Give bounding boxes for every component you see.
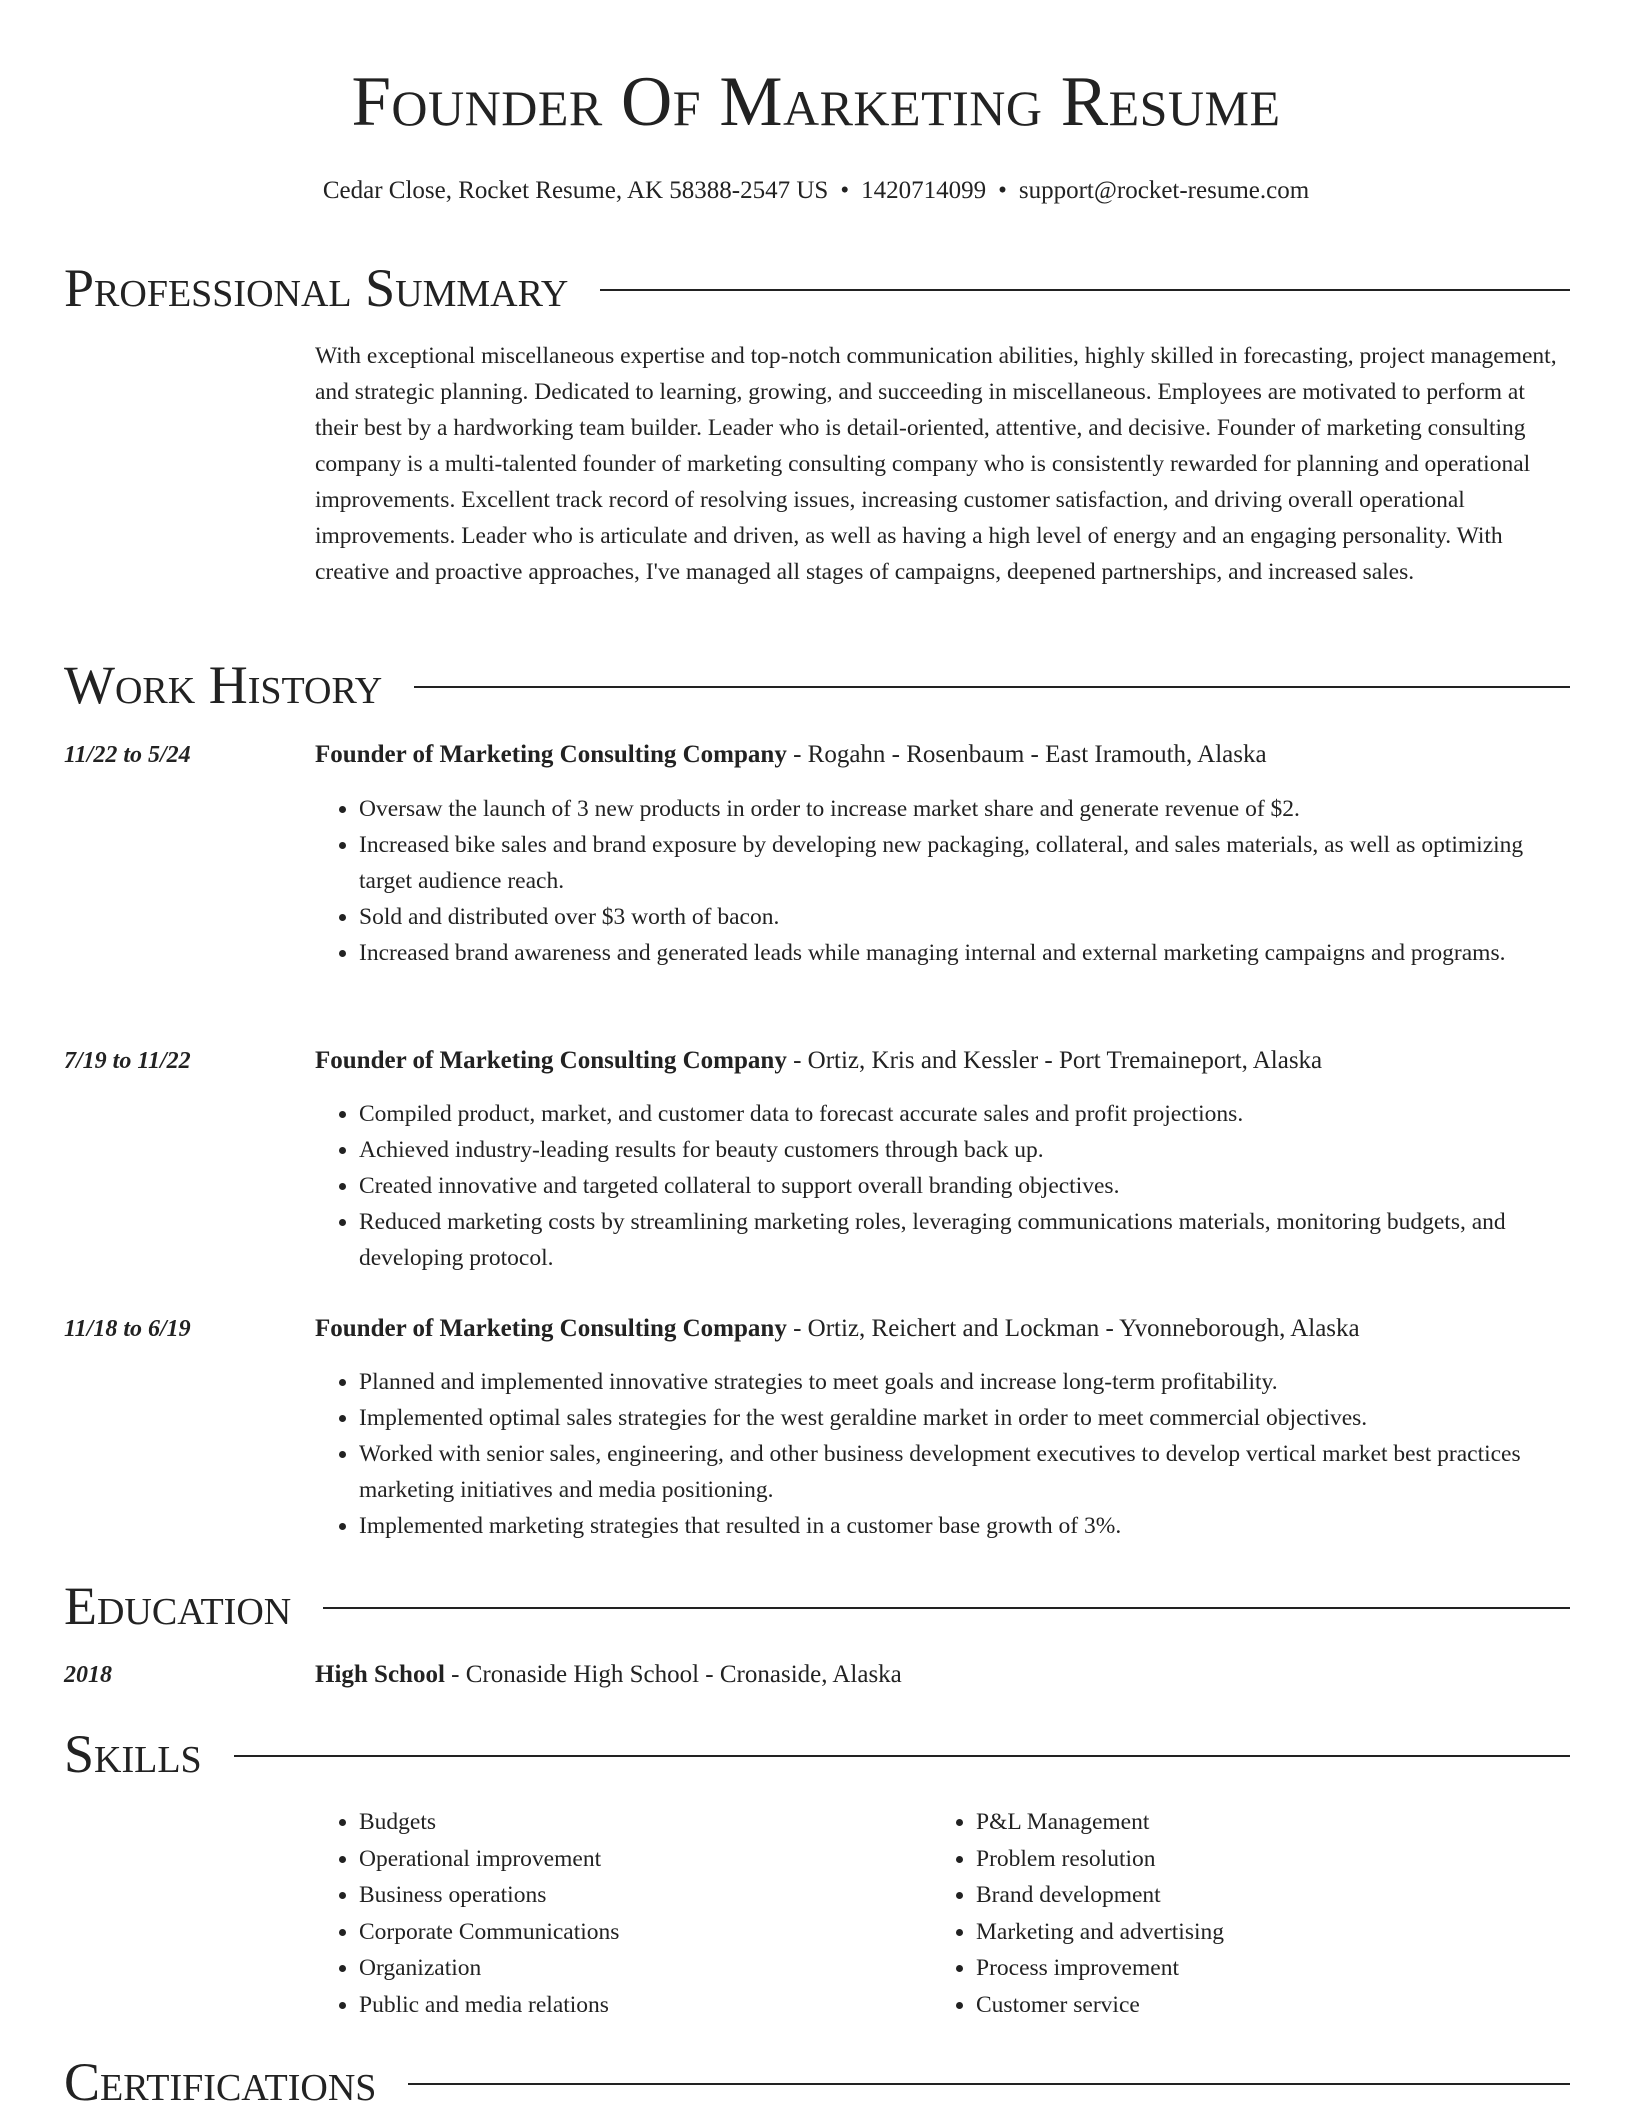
job-bullet: • Sold and distributed over $3 worth of bacon.: [359, 899, 1570, 935]
skills-list-left: [315, 1804, 875, 2023]
section-title-work-history: Work History: [64, 655, 383, 715]
job-bullet: • Achieved industry-leading results for beauty customers through back up.: [359, 1132, 1570, 1168]
contact-separator: •: [840, 177, 850, 204]
job-dates: 11/18 to 6/19: [64, 1316, 191, 1342]
section-title-skills: Skills: [64, 1724, 202, 1784]
job-bullet: • Implemented marketing strategies that resulted in a customer base growth of 3%.: [359, 1508, 1570, 1544]
education-details: - Cronaside High School - Cronaside, Alaska: [444, 1661, 902, 1688]
section-divider: [408, 2083, 1570, 2085]
section-header-education: [64, 1574, 1570, 1638]
job-bullets: [315, 1096, 1570, 1276]
skill-item: • Customer service: [976, 1987, 1492, 2024]
contact-line: [0, 175, 1632, 207]
contact-email: support@rocket-resume.com: [1018, 177, 1310, 204]
job-entry-header: [64, 1043, 1570, 1079]
job-role: Founder of Marketing Consulting Company: [315, 1315, 787, 1342]
job-heading: [315, 737, 1267, 773]
education-entry: [64, 1657, 1570, 1693]
skill-item: • Business operations: [359, 1877, 875, 1914]
education-degree: High School: [315, 1661, 445, 1688]
skill-item: • Budgets: [359, 1804, 875, 1841]
job-heading: [315, 1043, 1322, 1079]
skill-item: • Marketing and advertising: [976, 1914, 1492, 1951]
contact-address: Cedar Close, Rocket Resume, AK 58388-2547 US: [322, 177, 829, 204]
section-divider: [323, 1607, 1570, 1609]
section-title-certifications: Certifications: [64, 2052, 377, 2112]
skill-item: • Process improvement: [976, 1950, 1492, 1987]
job-bullets: [315, 791, 1570, 971]
section-header-skills: [64, 1722, 1570, 1786]
resume-title: Founder Of Marketing Resume: [351, 63, 1281, 141]
job-bullet: • Worked with senior sales, engineering, and other business development executives to develop vertical market best practices marketing initiatives and media positioning.: [359, 1436, 1570, 1508]
job-bullet: • Created innovative and targeted collateral to support overall branding objectives.: [359, 1168, 1570, 1204]
education-heading: [315, 1657, 902, 1693]
job-bullet: • Reduced marketing costs by streamlining marketing roles, leveraging communications materials, monitoring budgets, and developing protocol.: [359, 1204, 1570, 1276]
skill-item: • Organization: [359, 1950, 875, 1987]
job-bullet: • Planned and implemented innovative strategies to meet goals and increase long-term profitability.: [359, 1364, 1570, 1400]
section-header-certifications: [64, 2050, 1570, 2114]
summary-text: With exceptional miscellaneous expertise and top-notch communication abilities, highly skilled in forecasting, project management, and strategic planning. Dedicated to learning, growing, and succeeding in miscellaneous. Employees are motivated to perform at their best by a hardworking team builder. Leader who is detail-oriented, attentive, and decisive. Founder of marketing consulting company is a multi-talented founder of marketing consulting company who is consistently rewarded for planning and operational improvements. Excellent track record of resolving issues, increasing customer satisfaction, and driving overall operational improvements. Leader who is articulate and driven, as well as having a high level of energy and an engaging personality. With creative and proactive approaches, I've managed all stages of campaigns, deepened partnerships, and increased sales.: [315, 343, 1557, 585]
job-bullets: [315, 1364, 1570, 1544]
skills-list-right: [932, 1804, 1492, 2023]
job-bullet: • Increased bike sales and brand exposure by developing new packaging, collateral, and sales materials, as well as optimizing target audience reach.: [359, 827, 1570, 899]
job-entry-header: [64, 737, 1570, 773]
skill-item: • Operational improvement: [359, 1841, 875, 1878]
job-bullet: • Oversaw the launch of 3 new products in order to increase market share and generate revenue of $2.: [359, 791, 1570, 827]
section-header-work-history: [64, 653, 1570, 717]
section-header-summary: [64, 256, 1570, 320]
section-divider: [600, 289, 1570, 291]
section-divider: [414, 686, 1570, 688]
job-dates: 7/19 to 11/22: [64, 1048, 191, 1074]
job-details: - Rogahn - Rosenbaum - East Iramouth, Alaska: [786, 741, 1267, 768]
job-details: - Ortiz, Reichert and Lockman - Yvonneborough, Alaska: [786, 1315, 1360, 1342]
skill-item: • P&L Management: [976, 1804, 1492, 1841]
job-dates: 11/22 to 5/24: [64, 742, 191, 768]
skill-item: • Brand development: [976, 1877, 1492, 1914]
contact-separator: •: [998, 177, 1007, 204]
job-entry-header: [64, 1311, 1570, 1347]
job-bullet: • Implemented optimal sales strategies for the west geraldine market in order to meet commercial objectives.: [359, 1400, 1570, 1436]
section-title-summary: Professional Summary: [64, 258, 569, 318]
skill-item: • Corporate Communications: [359, 1914, 875, 1951]
job-role: Founder of Marketing Consulting Company: [315, 741, 787, 768]
section-title-education: Education: [64, 1576, 292, 1636]
skill-item: • Public and media relations: [359, 1987, 875, 2024]
job-role: Founder of Marketing Consulting Company: [315, 1047, 787, 1074]
job-bullet: • Compiled product, market, and customer data to forecast accurate sales and profit projections.: [359, 1096, 1570, 1132]
contact-phone: 1420714099: [861, 177, 987, 204]
job-details: - Ortiz, Kris and Kessler - Port Tremaineport, Alaska: [786, 1047, 1323, 1074]
skill-item: • Problem resolution: [976, 1841, 1492, 1878]
job-heading: [315, 1311, 1360, 1347]
education-year: 2018: [64, 1662, 112, 1688]
section-divider: [234, 1755, 1570, 1757]
job-bullet: • Increased brand awareness and generated leads while managing internal and external marketing campaigns and programs.: [359, 935, 1570, 971]
